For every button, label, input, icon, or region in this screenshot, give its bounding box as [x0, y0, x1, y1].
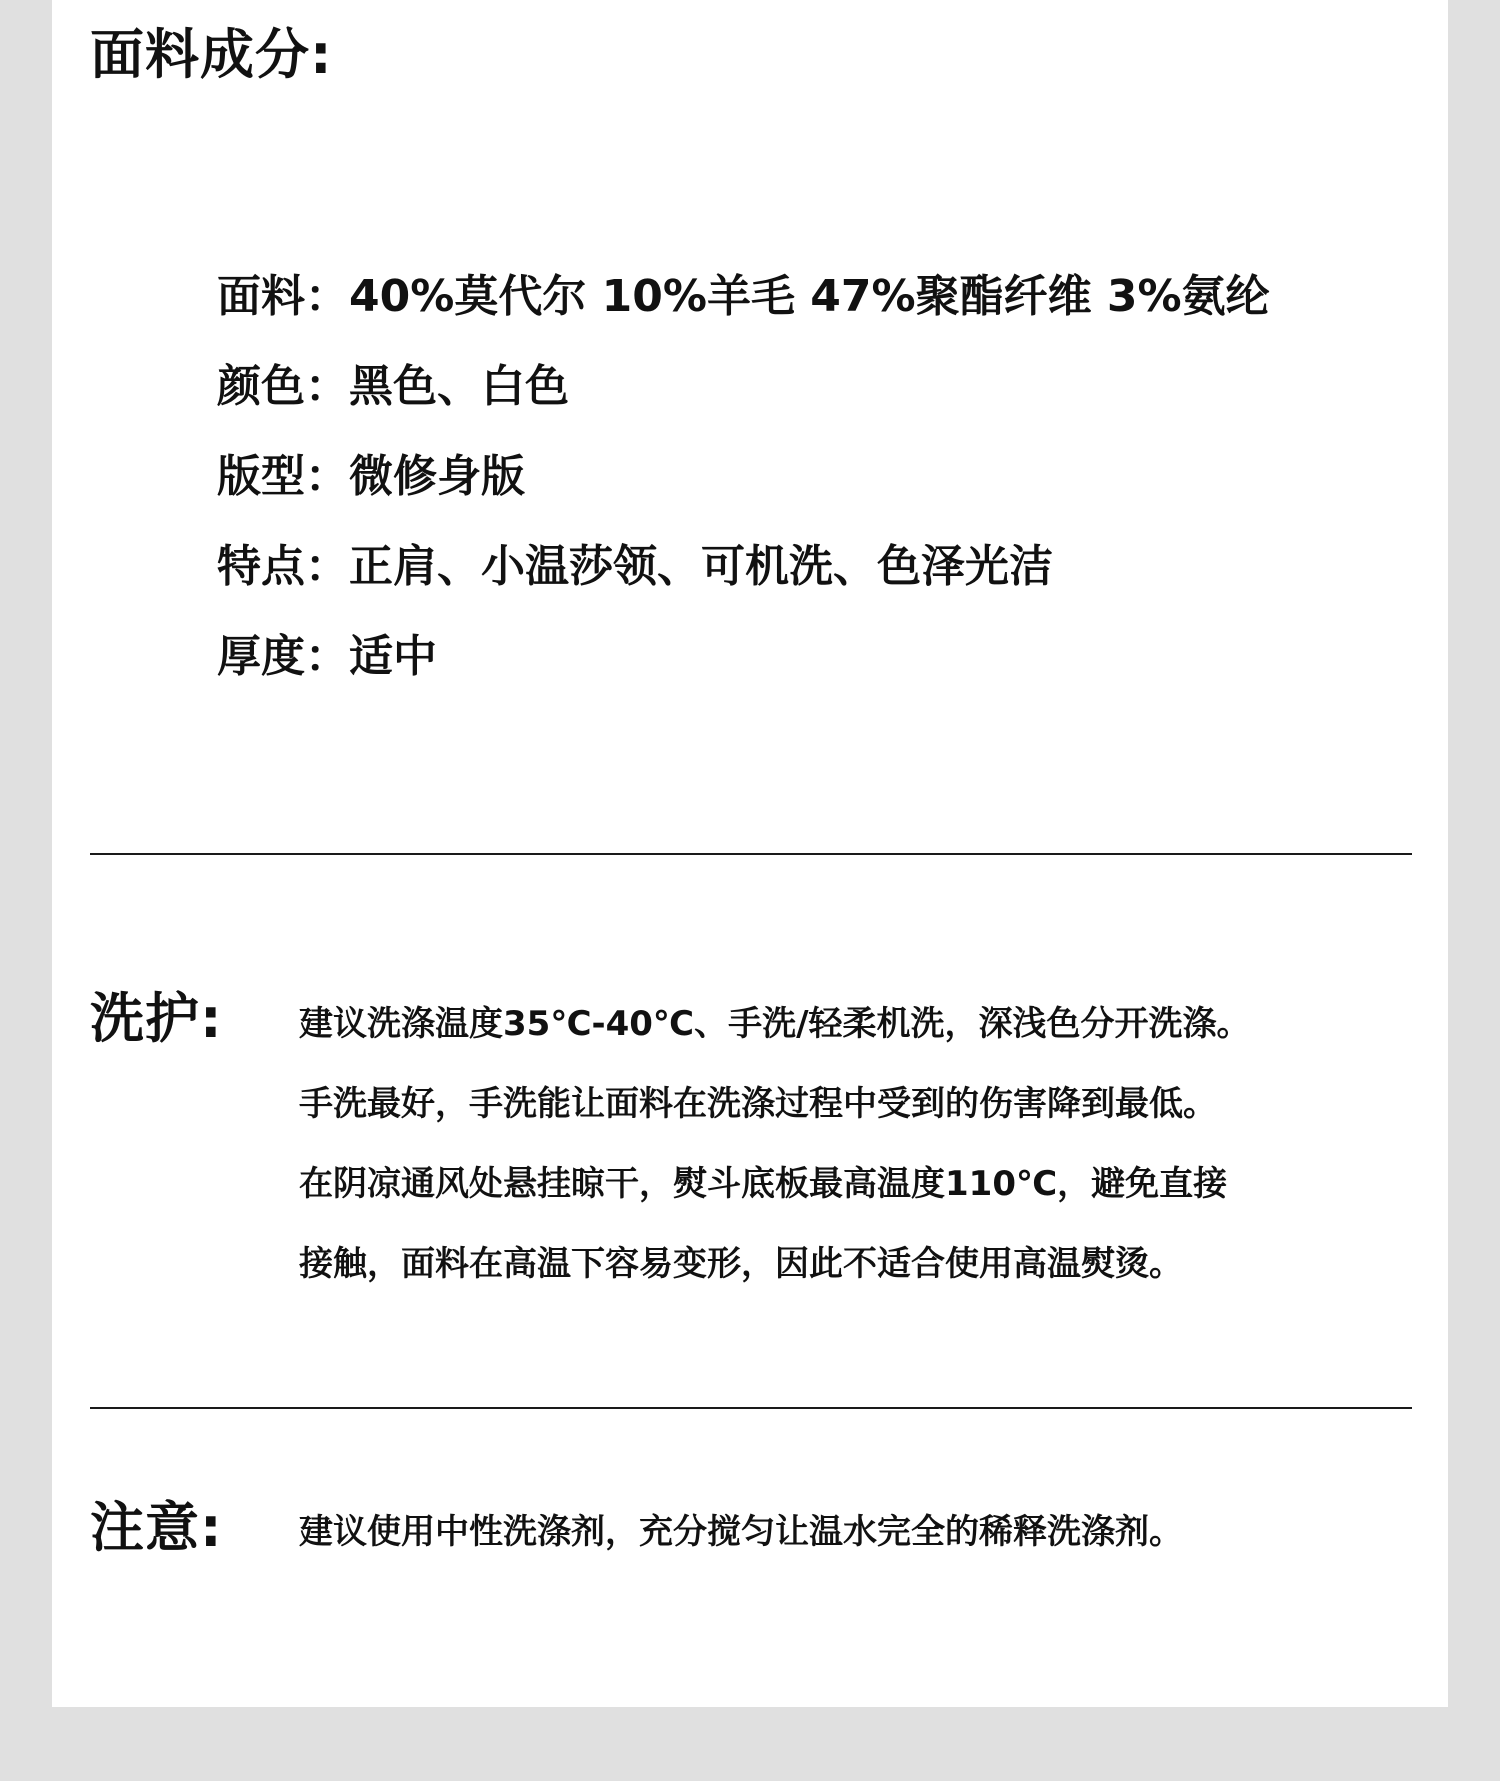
spec-label: 版型：	[217, 451, 349, 502]
spec-row-fabric	[217, 267, 1270, 357]
spec-value: 黑色、白色	[349, 361, 569, 412]
spec-label: 颜色：	[217, 361, 349, 412]
section-divider	[90, 1407, 1412, 1409]
fabric-composition-heading: 面料成分:	[90, 23, 333, 86]
spec-label: 特点：	[217, 541, 349, 592]
spec-value: 微修身版	[349, 451, 525, 502]
spec-value: 40%莫代尔 10%羊毛 47%聚酯纤维 3%氨纶	[349, 271, 1270, 322]
care-line: 接触，面料在高温下容易变形，因此不适合使用高温熨烫。	[299, 1244, 1183, 1284]
care-line: 在阴凉通风处悬挂晾干，熨斗底板最高温度110℃，避免直接	[299, 1164, 1228, 1204]
spec-row-thickness	[217, 627, 1270, 717]
care-line: 手洗最好，手洗能让面料在洗涤过程中受到的伤害降到最低。	[299, 1084, 1217, 1124]
spec-label: 面料：	[217, 271, 349, 322]
section-divider	[90, 853, 1412, 855]
spec-row-fit	[217, 447, 1270, 537]
care-line: 建议洗涤温度35℃-40℃、手洗/轻柔机洗，深浅色分开洗涤。	[299, 1004, 1251, 1044]
care-heading: 洗护:	[90, 987, 223, 1050]
fabric-spec-list	[217, 267, 1270, 717]
spec-value: 适中	[349, 631, 437, 682]
spec-row-color	[217, 357, 1270, 447]
spec-label: 厚度：	[217, 631, 349, 682]
product-info-card	[52, 0, 1448, 1707]
spec-row-features	[217, 537, 1270, 627]
spec-value: 正肩、小温莎领、可机洗、色泽光洁	[349, 541, 1053, 592]
care-instructions	[299, 984, 1251, 1304]
notice-heading: 注意:	[90, 1496, 223, 1559]
notice-text: 建议使用中性洗涤剂，充分搅匀让温水完全的稀释洗涤剂。	[299, 1512, 1183, 1552]
